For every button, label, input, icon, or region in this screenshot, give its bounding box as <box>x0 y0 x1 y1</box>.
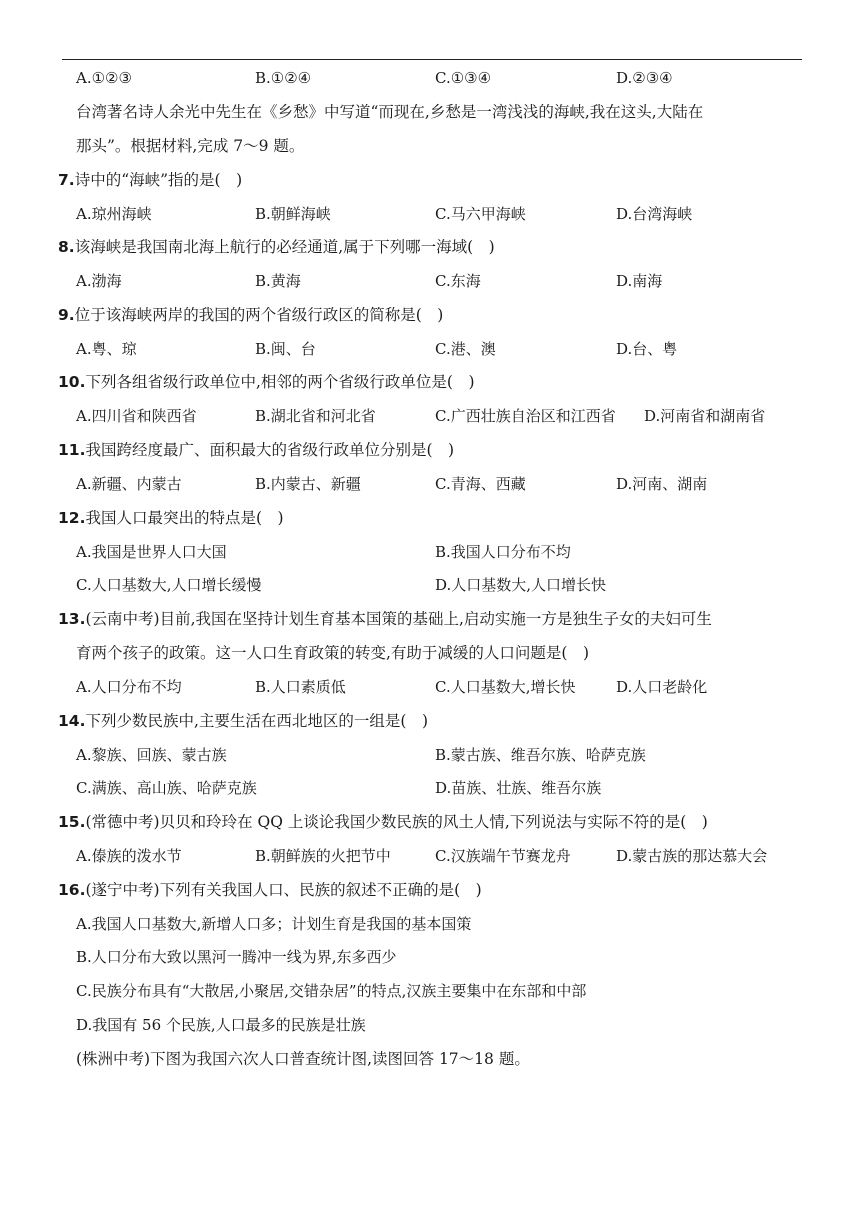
option-a: A.新疆、内蒙古 <box>76 475 182 493</box>
option-c: C.东海 <box>435 272 481 290</box>
question-text: (常德中考)贝贝和玲玲在 QQ 上谈论我国少数民族的风土人情,下列说法与实际不符的是( ) <box>85 813 708 831</box>
option-a: A.我国人口基数大,新增人口多；计划生育是我国的基本国策 <box>76 915 472 933</box>
option-c: C.民族分布具有“大散居,小聚居,交错杂居”的特点,汉族主要集中在东部和中部 <box>76 982 587 1000</box>
question-9 <box>58 305 443 325</box>
question-10 <box>58 372 475 392</box>
option-b: B.人口分布大致以黑河一腾冲一线为界,东多西少 <box>76 948 397 966</box>
option-c: C.人口基数大,增长快 <box>435 678 576 696</box>
option-b: B.朝鲜族的火把节中 <box>255 847 391 865</box>
option-d: D.河南省和湖南省 <box>644 407 766 425</box>
passage-intro-line: 那头”。根据材料,完成 7～9 题。 <box>76 137 305 155</box>
option-d: D.河南、湖南 <box>616 475 708 493</box>
option-c: C.马六甲海峡 <box>435 205 526 223</box>
option-a: A.人口分布不均 <box>76 678 182 696</box>
question-number: 13. <box>58 610 86 628</box>
question-number: 10. <box>58 373 86 391</box>
question-text: (遂宁中考)下列有关我国人口、民族的叙述不正确的是( ) <box>85 881 482 899</box>
question-11 <box>58 440 454 460</box>
option-c: C.港、澳 <box>435 340 496 358</box>
question-text: 诗中的“海峡”指的是( ) <box>74 171 243 189</box>
option-a: A.傣族的泼水节 <box>76 847 182 865</box>
option-d: D.台、粤 <box>616 340 678 358</box>
question-text: (云南中考)目前,我国在坚持计划生育基本国策的基础上,启动实施一方是独生子女的夫妇可生 <box>85 610 712 628</box>
option-c: C.①③④ <box>435 69 492 87</box>
option-d: D.人口基数大,人口增长快 <box>435 576 607 594</box>
question-12 <box>58 508 284 528</box>
header-rule <box>62 59 802 60</box>
option-d: D.苗族、壮族、维吾尔族 <box>435 779 602 797</box>
option-b: B.湖北省和河北省 <box>255 407 376 425</box>
option-a: A.我国是世界人口大国 <box>76 543 227 561</box>
option-c: C.广西壮族自治区和江西省 <box>435 407 616 425</box>
option-a: A.渤海 <box>76 272 122 290</box>
question-14 <box>58 711 428 731</box>
option-d: D.②③④ <box>616 69 673 87</box>
option-d: D.南海 <box>616 272 663 290</box>
question-13 <box>58 609 712 629</box>
option-d: D.人口老龄化 <box>616 678 708 696</box>
question-number: 16. <box>58 881 86 899</box>
question-text-continued: 育两个孩子的政策。这一人口生育政策的转变,有助于减缓的人口问题是( ) <box>76 644 590 662</box>
option-b: B.蒙古族、维吾尔族、哈萨克族 <box>435 746 646 764</box>
option-b: B.我国人口分布不均 <box>435 543 571 561</box>
option-b: B.内蒙古、新疆 <box>255 475 361 493</box>
option-b: B.人口素质低 <box>255 678 346 696</box>
question-text: 下列各组省级行政单位中,相邻的两个省级行政单位是( ) <box>85 373 475 391</box>
option-d: D.我国有 56 个民族,人口最多的民族是壮族 <box>76 1016 366 1034</box>
option-c: C.满族、高山族、哈萨克族 <box>76 779 257 797</box>
option-b: B.黄海 <box>255 272 301 290</box>
question-number: 8. <box>58 238 75 256</box>
option-c: C.青海、西藏 <box>435 475 526 493</box>
option-c: C.人口基数大,人口增长缓慢 <box>76 576 262 594</box>
option-a: A.黎族、回族、蒙古族 <box>76 746 227 764</box>
question-number: 11. <box>58 441 86 459</box>
question-7 <box>58 170 242 190</box>
question-text: 位于该海峡两岸的我国的两个省级行政区的简称是( ) <box>74 306 444 324</box>
figure-intro: (株洲中考)下图为我国六次人口普查统计图,读图回答 17～18 题。 <box>76 1050 530 1068</box>
option-b: B.①②④ <box>255 69 312 87</box>
option-b: B.闽、台 <box>255 340 316 358</box>
question-number: 12. <box>58 509 86 527</box>
question-8 <box>58 237 495 257</box>
option-b: B.朝鲜海峡 <box>255 205 331 223</box>
option-a: A.四川省和陕西省 <box>76 407 197 425</box>
question-number: 7. <box>58 171 75 189</box>
question-text: 我国跨经度最广、面积最大的省级行政单位分别是( ) <box>85 441 455 459</box>
option-d: D.蒙古族的那达慕大会 <box>616 847 768 865</box>
option-c: C.汉族端午节赛龙舟 <box>435 847 571 865</box>
option-d: D.台湾海峡 <box>616 205 693 223</box>
question-number: 9. <box>58 306 75 324</box>
question-text: 该海峡是我国南北海上航行的必经通道,属于下列哪一海域( ) <box>74 238 495 256</box>
option-a: A.琼州海峡 <box>76 205 152 223</box>
option-a: A.粤、琼 <box>76 340 137 358</box>
passage-intro-line: 台湾著名诗人余光中先生在《乡愁》中写道“而现在,乡愁是一湾浅浅的海峡,我在这头,大陆在 <box>76 103 704 121</box>
question-number: 15. <box>58 813 86 831</box>
question-16 <box>58 880 482 900</box>
question-text: 下列少数民族中,主要生活在西北地区的一组是( ) <box>85 712 428 730</box>
question-15 <box>58 812 708 832</box>
question-text: 我国人口最突出的特点是( ) <box>85 509 284 527</box>
question-number: 14. <box>58 712 86 730</box>
option-a: A.①②③ <box>76 69 132 87</box>
